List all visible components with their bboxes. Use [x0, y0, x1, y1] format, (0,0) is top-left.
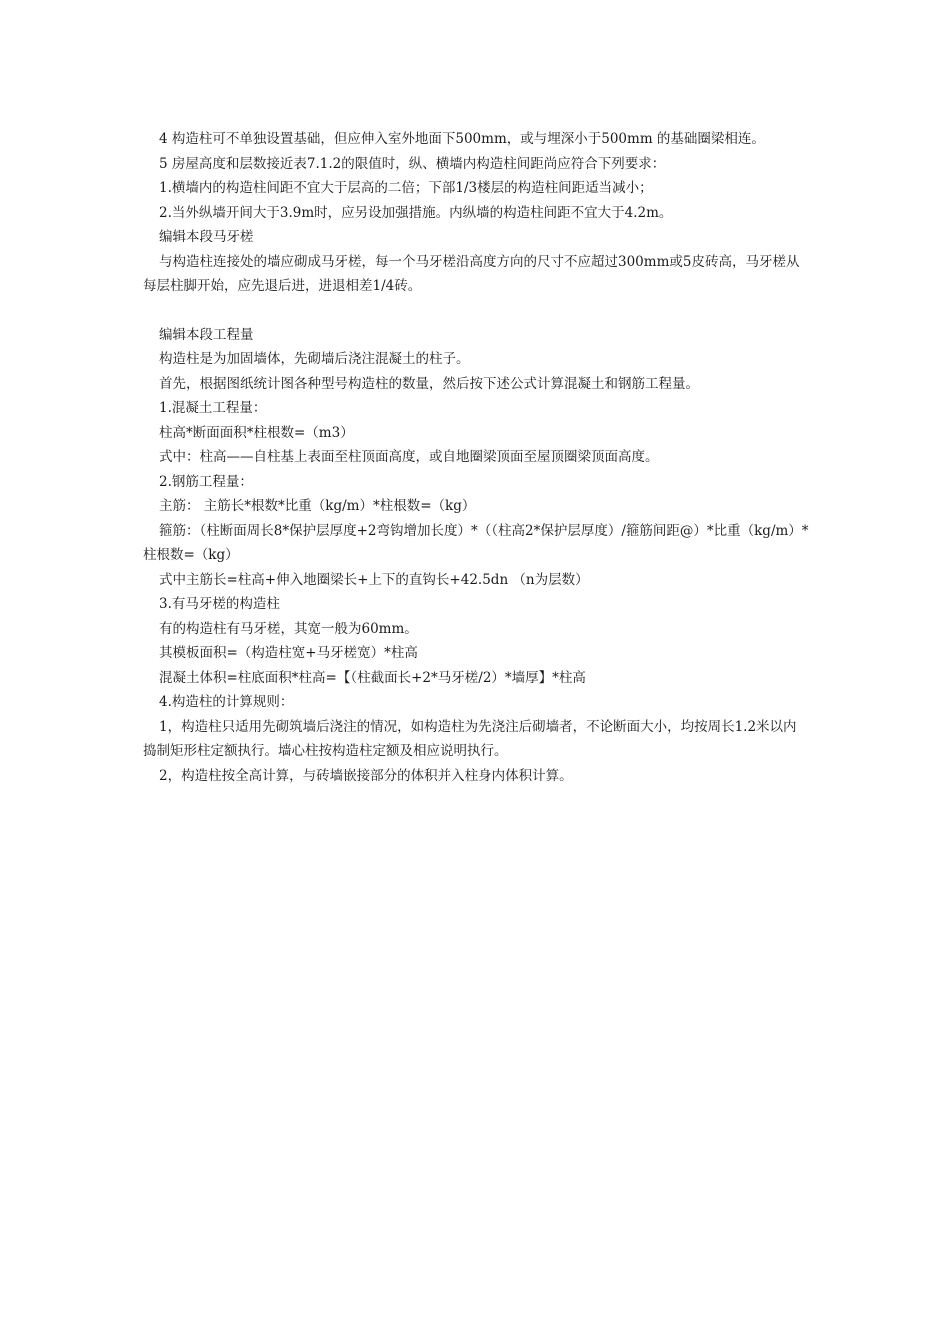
- subheading-calculation-rules: 4.构造柱的计算规则：: [159, 694, 294, 710]
- formula-stirrup: 箍筋：（柱断面周长8*保护层厚度+2弯钩增加长度）*（（柱高2*保护层厚度）/箍筋间距@）*比重（kg/m）*柱根数=（kg）: [143, 522, 809, 563]
- document-body: [143, 127, 809, 788]
- paragraph-rule-2: 2，构造柱按全高计算，与砖墙嵌接部分的体积并入柱身内体积计算。: [159, 767, 573, 784]
- subheading-toothed-column: 3.有马牙槎的构造柱: [159, 596, 280, 612]
- paragraph-spacer: [143, 299, 809, 323]
- formula-main-rebar: 主筋： 主筋长*根数*比重（kg/m）*柱根数=（kg）: [159, 498, 476, 514]
- subheading-rebar: 2.钢筋工程量：: [159, 473, 253, 490]
- paragraph-definition: 构造柱是为加固墙体，先砌墙后浇注混凝土的柱子。: [159, 351, 470, 367]
- paragraph-rule-1: 1，构造柱只适用先砌筑墙后浇注的情况，如构造柱为先浇注后砌墙者，不论断面大小，均按周长1.2米以内捣制矩形柱定额执行。墙心柱按构造柱定额及相应说明执行。: [143, 718, 797, 759]
- paragraph-method: 首先，根据图纸统计图各种型号构造柱的数量，然后按下述公式计算混凝土和钢筋工程量。: [159, 375, 699, 392]
- formula-formwork-area: 其模板面积=（构造柱宽+马牙槎宽）*柱高: [159, 645, 418, 661]
- formula-concrete-volume: 混凝土体积=柱底面积*柱高=【（柱截面长+2*马牙槎/2）*墙厚】*柱高: [159, 669, 586, 686]
- paragraph-toothing-width: 有的构造柱有马牙槎，其宽一般为60mm。: [159, 620, 418, 637]
- paragraph-transverse-wall: 1.横墙内的构造柱间距不宜大于层高的二倍；下部1/3楼层的构造柱间距适当减小；: [159, 180, 653, 196]
- paragraph-toothing: 与构造柱连接处的墙应砌成马牙槎，每一个马牙槎沿高度方向的尺寸不应超过300mm或5皮砖高，马牙槎从每层柱脚开始，应先退后进，进退相差1/4砖。: [143, 253, 800, 294]
- formula-main-rebar-length: 式中主筋长=柱高+伸入地圈梁长+上下的直钩长+42.5dn （n为层数）: [159, 571, 589, 588]
- formula-concrete: 柱高*断面面积*柱根数=（m3）: [159, 424, 354, 441]
- paragraph-column-height: 式中：柱高——自柱基上表面至柱顶面高度，或自地圈梁顶面至屋顶圈梁顶面高度。: [159, 449, 659, 465]
- paragraph-spacing-requirements: 5 房屋高度和层数接近表7.1.2的限值时，纵、横墙内构造柱间距尚应符合下列要求：: [159, 155, 666, 172]
- section-heading-toothing: 编辑本段马牙槎: [159, 229, 254, 245]
- section-heading-quantities: 编辑本段工程量: [159, 326, 254, 343]
- paragraph-foundation: 4 构造柱可不单独设置基础，但应伸入室外地面下500mm，或与埋深小于500mm 的基础圈梁相连。: [159, 131, 765, 147]
- subheading-concrete: 1.混凝土工程量：: [159, 400, 267, 416]
- paragraph-longitudinal-wall: 2.当外纵墙开间大于3.9m时，应另设加强措施。内纵墙的构造柱间距不宜大于4.2m。: [159, 204, 673, 221]
